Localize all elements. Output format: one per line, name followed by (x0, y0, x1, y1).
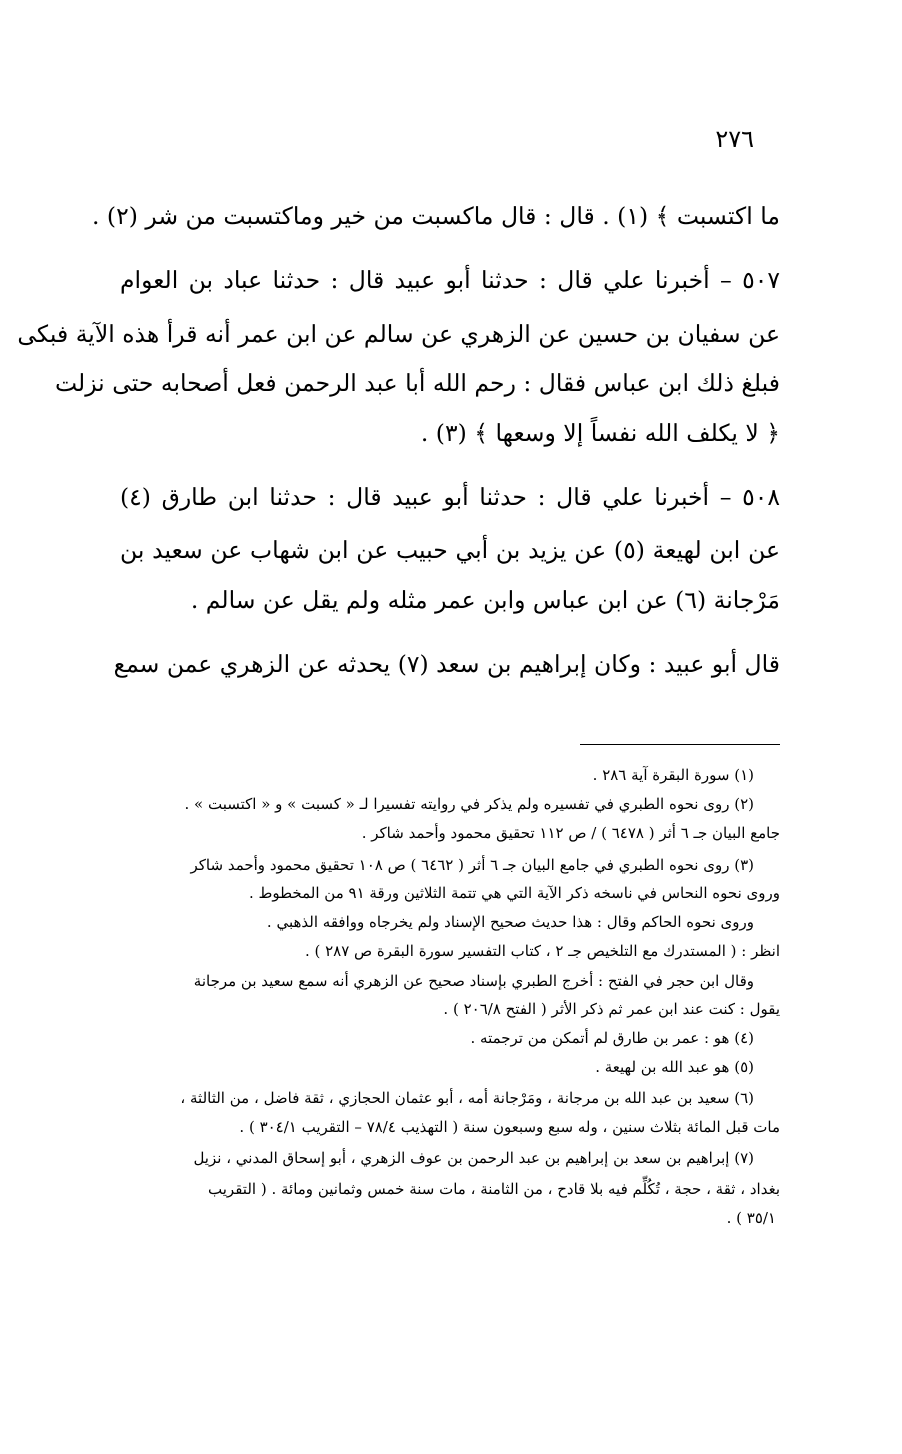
footnote-line: (٥) هو عبد الله بن لهيعة . (595, 1058, 754, 1076)
footnote-line: (٧) إبراهيم بن سعد بن إبراهيم بن عبد الرحمن بن عوف الزهري ، أبو إسحاق المدني ، نزيل (193, 1149, 754, 1167)
footnote-line: بغداد ، ثقة ، حجة ، تُكُلِّم فيه بلا قادح ، من الثامنة ، مات سنة خمس وثمانين ومائة . ( التقريب (208, 1180, 780, 1198)
text-line: عن ابن لهيعة (٥) عن يزيد بن أبي حبيب عن ابن شهاب عن سعيد بن (120, 536, 780, 564)
footnote-line: وروى نحوه النحاس في ناسخه ذكر الآية التي هي تتمة الثلاثين ورقة ٩١ من المخطوط . (248, 884, 780, 902)
text-line: ٥٠٧ – أخبرنا علي قال : حدثنا أبو عبيد قال : حدثنا عباد بن العوام (120, 266, 780, 294)
text-line: قال أبو عبيد : وكان إبراهيم بن سعد (٧) يحدثه عن الزهري عمن سمع (113, 650, 780, 678)
text-line: ﴿ لا يكلف الله نفساً إلا وسعها ﴾ (٣) . (420, 419, 780, 447)
text-line: ما اكتسبت ﴾ (١) . قال : قال ماكسبت من خير وماكتسبت من شر (٢) . (91, 202, 780, 230)
text-line: فبلغ ذلك ابن عباس فقال : رحم الله أبا عبد الرحمن فعل أصحابه حتى نزلت (54, 369, 780, 397)
text-line: ٥٠٨ – أخبرنا علي قال : حدثنا أبو عبيد قال : حدثنا ابن طارق (٤) (120, 483, 780, 511)
footnote-line: (٢) روى نحوه الطبري في تفسيره ولم يذكر في روايته تفسيرا لـ « كسبت » و « اكتسبت » . (184, 795, 754, 813)
footnote-line: وروى نحوه الحاكم وقال : هذا حديث صحيح الإسناد ولم يخرجاه ووافقه الذهبي . (266, 913, 754, 931)
text-line: مَرْجانة (٦) عن ابن عباس وابن عمر مثله ولم يقل عن سالم . (190, 586, 780, 614)
footnote-line: (٦) سعيد بن عبد الله بن مرجانة ، ومَرْجانة أمه ، أبو عثمان الحجازي ، ثقة فاضل ، من الثالثة ، (180, 1089, 754, 1107)
footnote-line: (٤) هو : عمر بن طارق لم أتمكن من ترجمته . (470, 1029, 754, 1047)
footnote-line: مات قبل المائة بثلاث سنين ، وله سبع وسبعون سنة ( التهذيب ٧٨/٤ – التقريب ٣٠٤/١ ) . (239, 1118, 780, 1136)
footnote-line: ٣٥/١ ) . (726, 1209, 776, 1227)
footnote-line: وقال ابن حجر في الفتح : أخرج الطبري بإسناد صحيح عن الزهري أنه سمع سعيد بن مرجانة (193, 972, 754, 990)
footnote-line: جامع البيان جـ ٦ أثر ( ٦٤٧٨ ) / ص ١١٢ تحقيق محمود وأحمد شاكر . (361, 824, 780, 842)
footnote-separator (580, 744, 780, 745)
footnote-line: (٣) روى نحوه الطبري في جامع البيان جـ ٦ أثر ( ٦٤٦٢ ) ص ١٠٨ تحقيق محمود وأحمد شاكر (190, 856, 754, 874)
footnote-line: (١) سورة البقرة آية ٢٨٦ . (592, 766, 754, 784)
text-line: عن سفيان بن حسين عن الزهري عن سالم عن ابن عمر أنه قرأ هذه الآية فبكى (17, 320, 780, 348)
page-number: ٢٧٦ (715, 125, 754, 153)
footnote-line: يقول : كنت عند ابن عمر ثم ذكر الأثر ( الفتح ٢٠٦/٨ ) . (443, 1000, 780, 1018)
footnote-line: انظر : ( المستدرك مع التلخيص جـ ٢ ، كتاب التفسير سورة البقرة ص ٢٨٧ ) . (304, 942, 780, 960)
